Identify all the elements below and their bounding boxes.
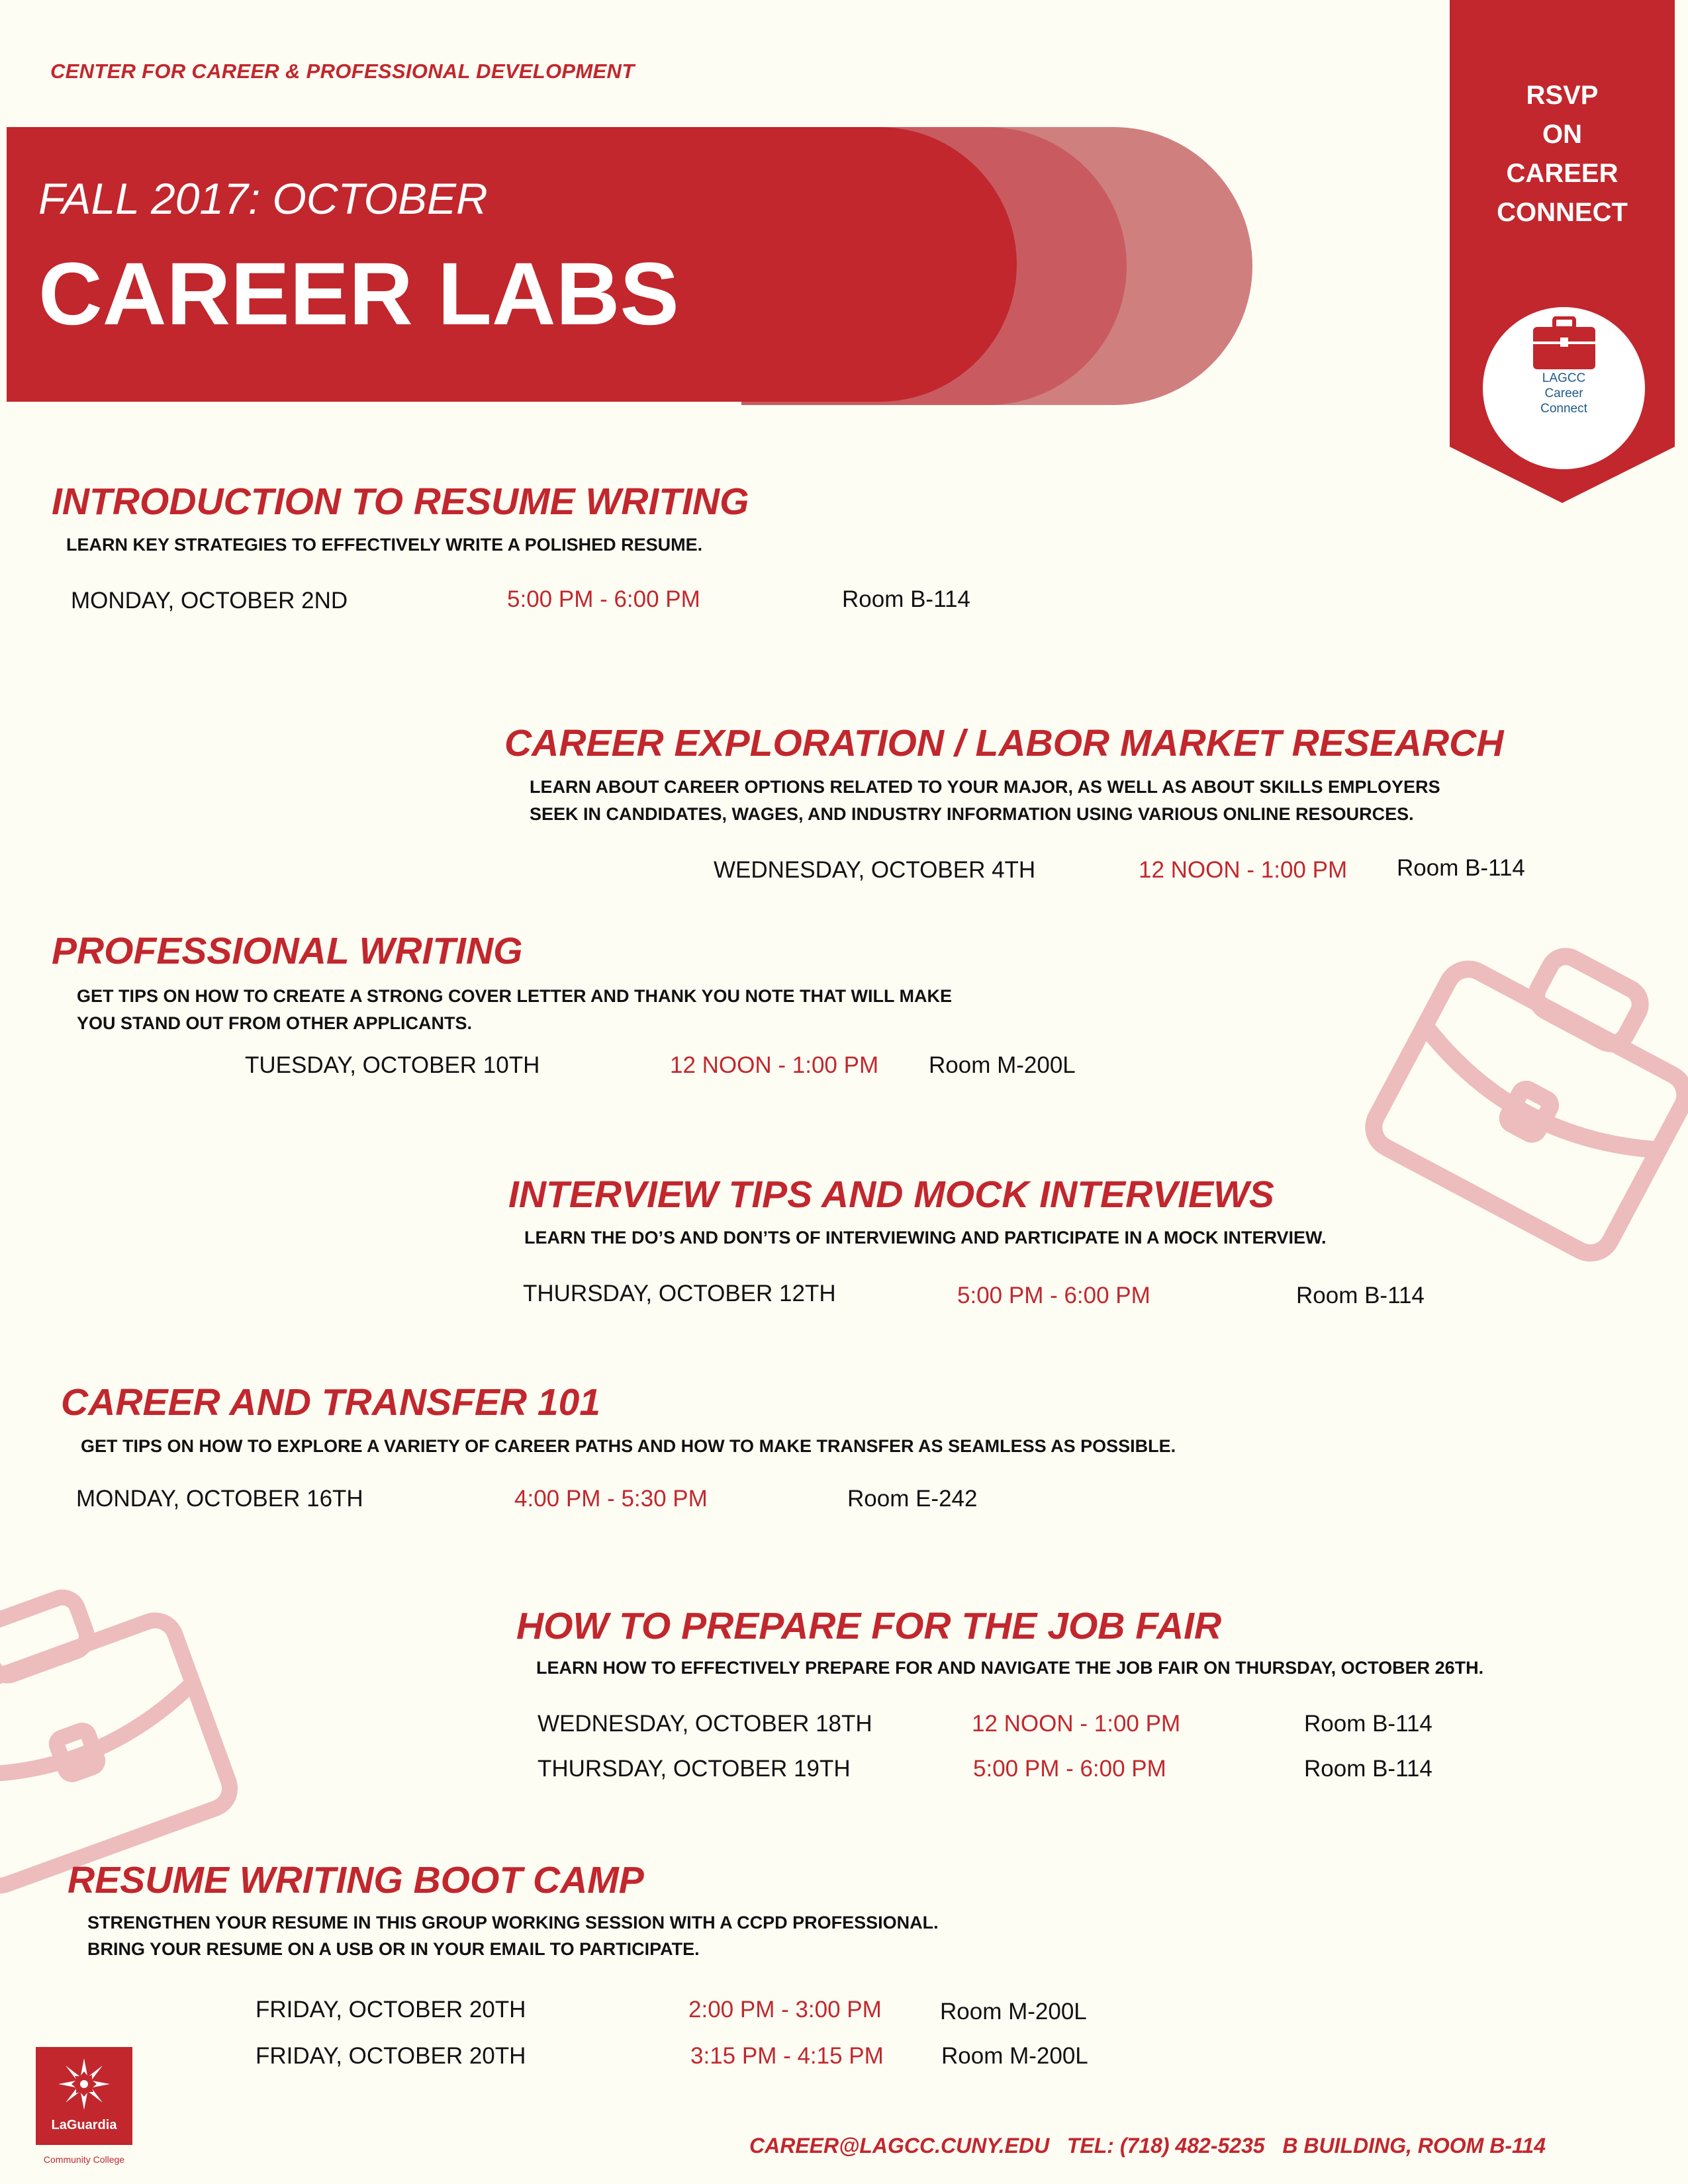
session-time: 5:00 PM - 6:00 PM — [957, 1283, 1150, 1308]
section-title: CAREER AND TRANSFER 101 — [61, 1381, 601, 1424]
star-burst-icon — [56, 2056, 113, 2113]
term-subtitle: FALL 2017: OCTOBER — [38, 174, 488, 223]
page-title: CAREER LABS — [38, 245, 679, 343]
section-desc: LEARN KEY STRATEGIES TO EFFECTIVELY WRITE A POLISHED RESUME. — [66, 535, 703, 555]
section-desc: BRING YOUR RESUME ON A USB OR IN YOUR EMAIL TO PARTICIPATE. — [87, 1939, 700, 1959]
section-title: CAREER EXPLORATION / LABOR MARKET RESEARCH — [504, 722, 1504, 764]
section-title: PROFESSIONAL WRITING — [52, 930, 523, 972]
contact-footer[interactable]: CAREER@LAGCC.CUNY.EDU TEL: (718) 482-5235 B BUILDING, ROOM B-114 — [749, 2134, 1546, 2158]
session-room: Room B-114 — [842, 586, 970, 612]
session-room: Room M-200L — [929, 1052, 1076, 1078]
org-name: CENTER FOR CAREER & PROFESSIONAL DEVELOPMENT — [50, 60, 635, 83]
section-title: RESUME WRITING BOOT CAMP — [68, 1859, 644, 1901]
session-date: MONDAY, OCTOBER 2ND — [71, 588, 348, 614]
logo-subtitle: Community College — [43, 2154, 125, 2165]
career-connect-label — [1483, 371, 1645, 416]
session-room: Room B-114 — [1304, 1711, 1432, 1737]
session-date: THURSDAY, OCTOBER 19TH — [538, 1756, 851, 1782]
session-time: 12 NOON - 1:00 PM — [972, 1711, 1181, 1737]
session-room: Room B-114 — [1397, 855, 1525, 881]
logo-line: LAGCC — [1542, 371, 1586, 385]
briefcase-icon — [1528, 316, 1601, 372]
session-time: 2:00 PM - 3:00 PM — [688, 1997, 882, 2023]
section-title: HOW TO PREPARE FOR THE JOB FAIR — [516, 1605, 1222, 1647]
session-date: THURSDAY, OCTOBER 12TH — [523, 1281, 836, 1306]
session-time: 12 NOON - 1:00 PM — [1139, 857, 1348, 883]
session-room: Room B-114 — [1296, 1283, 1425, 1308]
session-date: WEDNESDAY, OCTOBER 4TH — [714, 857, 1036, 883]
logo-line: Career — [1544, 387, 1583, 400]
session-time: 5:00 PM - 6:00 PM — [973, 1756, 1166, 1782]
section-desc: STRENGTHEN YOUR RESUME IN THIS GROUP WORKING SESSION WITH A CCPD PROFESSIONAL. — [87, 1913, 939, 1933]
section-desc: GET TIPS ON HOW TO CREATE A STRONG COVER LETTER AND THANK YOU NOTE THAT WILL MAKE — [77, 986, 952, 1006]
session-date: WEDNESDAY, OCTOBER 18TH — [538, 1711, 872, 1737]
section-desc: YOU STAND OUT FROM OTHER APPLICANTS. — [77, 1013, 472, 1033]
session-room: Room M-200L — [940, 1999, 1087, 2025]
session-date: MONDAY, OCTOBER 16TH — [76, 1486, 363, 1512]
section-desc: GET TIPS ON HOW TO EXPLORE A VARIETY OF CAREER PATHS AND HOW TO MAKE TRANSFER AS SEAMLESS AS POSSIBLE. — [81, 1436, 1176, 1456]
session-room: Room M-200L — [941, 2043, 1088, 2069]
rsvp-line: CONNECT — [1497, 198, 1628, 227]
rsvp-text[interactable] — [1450, 76, 1675, 232]
section-desc: LEARN ABOUT CAREER OPTIONS RELATED TO YOUR MAJOR, AS WELL AS ABOUT SKILLS EMPLOYERS — [530, 777, 1440, 797]
session-date: FRIDAY, OCTOBER 20TH — [256, 1997, 526, 2023]
briefcase-outline-icon — [1360, 887, 1688, 1297]
section-desc: LEARN THE DO’S AND DON’TS OF INTERVIEWING AND PARTICIPATE IN A MOCK INTERVIEW. — [524, 1228, 1327, 1248]
session-time: 12 NOON - 1:00 PM — [670, 1052, 879, 1078]
session-room: Room B-114 — [1304, 1756, 1432, 1782]
rsvp-line: ON — [1542, 120, 1582, 149]
section-title: INTERVIEW TIPS AND MOCK INTERVIEWS — [508, 1173, 1274, 1216]
section-desc: SEEK IN CANDIDATES, WAGES, AND INDUSTRY INFORMATION USING VARIOUS ONLINE RESOURCES. — [530, 804, 1414, 824]
session-time: 5:00 PM - 6:00 PM — [507, 586, 700, 612]
session-date: TUESDAY, OCTOBER 10TH — [245, 1052, 540, 1078]
session-time: 3:15 PM - 4:15 PM — [690, 2043, 884, 2069]
logo-line: Connect — [1540, 402, 1587, 416]
section-desc: LEARN HOW TO EFFECTIVELY PREPARE FOR AND NAVIGATE THE JOB FAIR ON THURSDAY, OCTOBER 26TH. — [536, 1658, 1484, 1678]
session-room: Room E-242 — [847, 1486, 978, 1512]
rsvp-line: CAREER — [1506, 159, 1618, 188]
rsvp-line: RSVP — [1526, 81, 1599, 110]
briefcase-outline-icon — [0, 1542, 238, 1913]
session-date: FRIDAY, OCTOBER 20TH — [256, 2043, 526, 2069]
section-title: INTRODUCTION TO RESUME WRITING — [52, 480, 749, 523]
session-time: 4:00 PM - 5:30 PM — [514, 1486, 708, 1512]
logo-name: LaGuardia — [51, 2118, 117, 2132]
